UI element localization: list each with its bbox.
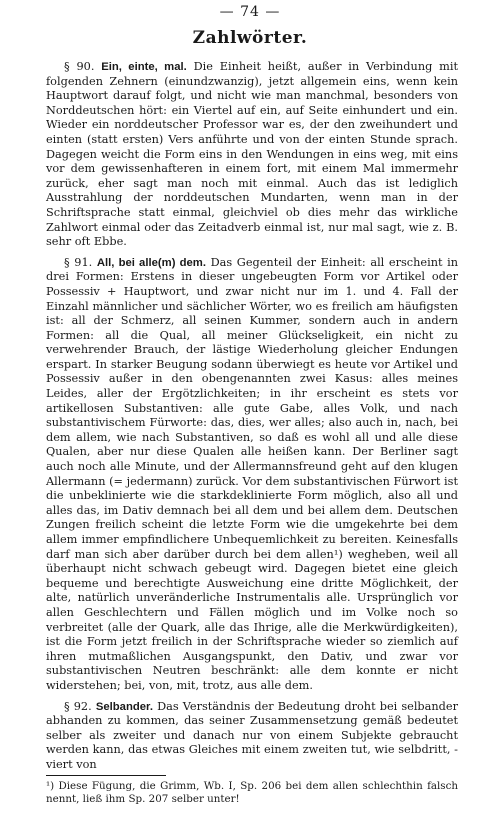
footnote-rule	[46, 775, 166, 776]
section-text: Die Einheit heißt, außer in Verbindung mit folgenden Zehnern (einundzwanzig), jetzt allgemein eins, wenn kein Hauptwort darauf folgt, und nicht wie man manchmal, besonders von Norddeutschen hört: ein Viertel auf ein, auf Seite einhundert und ein. Wieder ein norddeutscher Professor war es, der den zweihundert und einten (statt ersten) Vers anführte und von der einten Stunde sprach. Dagegen weicht die Form eins in den Wendungen in eins weg, mit eins vor dem gewissenhafteren in einem fort, mit einem Mal immermehr zurück, eher sagt man noch mit einmal. Auch das ist lediglich Ausstrahlung der norddeutschen Mundarten, wenn man in der Schriftsprache statt einmal, gleichviel ob dies mehr das wirkliche Zahlwort einmal oder das Zeitadverb einmal ist, nur mal sagt, wie z. B. sehr oft Ebbe.	[46, 60, 458, 249]
footnote: ¹) Diese Fügung, die Grimm, Wb. I, Sp. 206 bei dem allen schlechthin falsch nennt, ließ ihm Sp. 207 selber unter!	[46, 780, 458, 805]
section-91	[46, 256, 458, 694]
section-text: Das Gegenteil der Einheit: all erscheint in drei Formen: Erstens in dieser ungebeugten Form vor Artikel oder Possessiv + Hauptwort, und zwar nicht nur im 1. und 4. Fall der Einzahl männlicher und sächlicher Wörter, wo es freilich am häufigsten ist: all der Schmerz, all seinen Kummer, sondern auch in andern Formen: all die Qual, all meiner Glückseligkeit, ein nicht zu verwehrender Brauch, der lästige Wiederholung gleicher Endungen erspart. In starker Beugung sodann überwiegt es heute vor Artikel und Possessiv außer in den obengenannten zwei Kasus: alles meines Leides, aller der Ergötzlichkeiten; in ihr erscheint es stets vor artikellosen Substantiven: alle gute Gabe, alles Volk, und nach substantivischem Fürworte: das, dies, wer alles; also auch in, nach, bei dem allem, wie nach Substantiven, so daß es wohl all und alle diese Qualen, aber nur diese Qualen alle heißen kann. Der Berliner sagt auch noch alle Minute, und der Allermannsfreund geht auf den klugen Allermann (= jedermann) zurück. Vor dem substantivischen Fürwort ist die unbeklinierte wie die starkdeklinierte Form möglich, also all und alles das, im Dativ demnach bei all dem und bei allem dem. Deutschen Zungen freilich scheint die letzte Form wie die umgekehrte bei dem allem immer empfindlichere Unbequemlichkeit zu bereiten. Keinesfalls darf man sich aber darüber durch bei dem allen¹) wegheben, weil all überhaupt nicht schwach gebeugt wird. Dagegen bietet eine gleich bequeme und berechtigte Ausweichung eine dritte Möglichkeit, der alte, natürlich unveränderliche Instrumentalis alle. Ursprünglich vor allen Geschlechtern und Fällen möglich und im Volke noch so verbreitet (alle der Quark, alle das Ihrige, alle die Merkwürdigkeiten), ist die Form jetzt freilich in der Schriftsprache wieder so ziemlich auf ihren mutmaßlichen Ausgangspunkt, den Dativ, und zwar vor substantivischen Neutren beschränkt: alle dem konnte er nicht widerstehen; bei, von, mit, trotz, aus alle dem.	[46, 255, 458, 692]
section-90	[46, 60, 458, 250]
section-number: § 91.	[64, 255, 93, 269]
section-number: § 90.	[64, 60, 95, 73]
section-heading: All, bei alle(m) dem.	[96, 256, 206, 269]
section-number: § 92.	[64, 699, 92, 713]
section-92	[46, 700, 458, 773]
page-number: — 74 —	[219, 4, 281, 20]
body-text	[46, 60, 458, 779]
section-text: Das Verständnis der Bedeutung droht bei selbander abhanden zu kommen, das seiner Zusammensetzung gemäß bedeutet selber als zweiter und danach nur von einem Subjekte gebraucht werden kann, das etwas Gleiches mit einem zweiten tut, wie selbdritt, -viert von	[46, 699, 458, 771]
chapter-title: Zahlwörter.	[192, 28, 308, 48]
section-heading: Ein, einte, mal.	[101, 61, 187, 73]
section-heading: Selbander.	[95, 700, 153, 713]
